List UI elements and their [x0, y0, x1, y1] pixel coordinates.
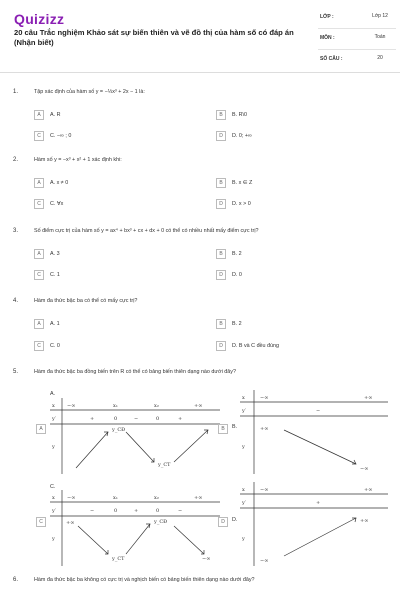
svg-text:+: + [134, 508, 139, 514]
meta-subject-row [318, 29, 396, 50]
svg-text:y: y [52, 536, 55, 542]
svg-text:−∞: −∞ [260, 487, 269, 493]
svg-text:−: − [316, 408, 321, 414]
option-letter-box: A [34, 110, 44, 120]
option-c-box[interactable]: C [36, 517, 46, 527]
svg-text:+∞: +∞ [260, 426, 269, 432]
svg-text:0: 0 [156, 508, 160, 514]
svg-text:0: 0 [156, 416, 160, 422]
option-text: C. 0 [50, 343, 60, 349]
svg-text:y_CT: y_CT [112, 556, 125, 562]
svg-text:+: + [316, 500, 321, 506]
class-value: Lớp 12 [372, 13, 388, 19]
option-c[interactable] [34, 270, 60, 280]
svg-text:y′: y′ [242, 500, 246, 506]
variation-table-d [240, 482, 388, 566]
question-text: Tập xác định của hàm số y = −⅓x³ + 2x − 1 là: [34, 89, 145, 95]
option-a[interactable] [34, 110, 60, 120]
option-letter-box: A [34, 178, 44, 188]
option-a-box[interactable]: A [36, 424, 46, 434]
quizizz-logo: Quizizz [14, 11, 65, 27]
option-text: C. −∞ ; 0 [50, 133, 72, 139]
svg-text:y′: y′ [52, 508, 56, 514]
option-text: A. R [50, 112, 61, 118]
option-b[interactable] [216, 249, 242, 259]
svg-text:+∞: +∞ [66, 520, 75, 526]
svg-text:−: − [178, 508, 183, 514]
svg-text:0: 0 [114, 416, 118, 422]
svg-text:−∞: −∞ [360, 466, 369, 472]
option-letter-box: A [34, 249, 44, 259]
svg-text:−∞: −∞ [260, 395, 269, 401]
svg-text:+∞: +∞ [194, 495, 203, 501]
count-label: SỐ CÂU : [320, 56, 343, 62]
svg-text:+∞: +∞ [360, 518, 369, 524]
variation-table-b [240, 390, 388, 474]
meta-count-row [318, 50, 396, 70]
count-value: 20 [377, 55, 383, 61]
option-d[interactable] [216, 270, 242, 280]
svg-text:+∞: +∞ [364, 395, 373, 401]
class-label: LỚP : [320, 14, 334, 20]
svg-text:+∞: +∞ [194, 403, 203, 409]
option-c[interactable] [34, 199, 63, 209]
svg-text:x: x [52, 403, 55, 409]
option-text: C. 1 [50, 272, 60, 278]
option-text: D. x > 0 [232, 201, 251, 207]
option-letter-box: D [216, 199, 226, 209]
option-letter-box: D [216, 270, 226, 280]
svg-text:0: 0 [114, 508, 118, 514]
option-letter-box: B [216, 178, 226, 188]
svg-text:y_CĐ: y_CĐ [112, 427, 126, 433]
option-letter-box: B [216, 249, 226, 259]
svg-text:−: − [90, 508, 95, 514]
option-b[interactable] [216, 110, 247, 120]
svg-text:x₁: x₁ [113, 495, 118, 501]
option-d-box[interactable]: D [218, 517, 228, 527]
svg-text:y: y [242, 444, 245, 450]
option-c[interactable] [34, 341, 60, 351]
option-letter-box: C [34, 341, 44, 351]
svg-text:+∞: +∞ [364, 487, 373, 493]
svg-text:−∞: −∞ [67, 403, 76, 409]
option-letter-box: C [34, 199, 44, 209]
option-text: D. 0 [232, 272, 242, 278]
meta-class-row [318, 8, 396, 29]
question-number: 4. [13, 298, 19, 304]
option-d[interactable] [216, 341, 279, 351]
question-number: 3. [13, 228, 19, 234]
option-a[interactable] [34, 319, 60, 329]
option-text: B. 2 [232, 321, 242, 327]
question-text: Hàm đa thức bậc ba không có cực trị và nghịch biến có bảng biến thiên dạng nào dưới đây? [34, 577, 255, 583]
option-letter-box: B [216, 110, 226, 120]
option-letter-box: C [34, 270, 44, 280]
option-text: B. 2 [232, 251, 242, 257]
svg-text:+: + [90, 416, 95, 422]
option-c-label: C. [50, 484, 56, 490]
variation-table-c [50, 490, 220, 566]
meta-table [318, 8, 396, 70]
question-number: 5. [13, 369, 19, 375]
option-d[interactable] [216, 199, 251, 209]
option-d[interactable] [216, 131, 252, 141]
question-number: 2. [13, 157, 19, 163]
option-b[interactable] [216, 319, 242, 329]
option-text: B. R\0 [232, 112, 247, 118]
svg-text:x: x [52, 495, 55, 501]
svg-text:y′: y′ [52, 416, 56, 422]
option-b[interactable] [216, 178, 252, 188]
svg-text:x₂: x₂ [154, 495, 159, 501]
option-c[interactable] [34, 131, 71, 141]
option-text: C. ∀x [50, 201, 64, 207]
worksheet-header [0, 0, 400, 73]
option-letter-box: B [216, 319, 226, 329]
option-letter-box: A [34, 319, 44, 329]
option-b-box[interactable]: B [218, 424, 228, 434]
question-number: 6. [13, 577, 19, 583]
option-d-label: D. [232, 517, 238, 523]
option-a[interactable] [34, 178, 68, 188]
option-letter-box: D [216, 341, 226, 351]
option-text: B. x ∈ Z [232, 180, 253, 186]
svg-text:−: − [134, 416, 139, 422]
option-text: A. 1 [50, 321, 60, 327]
worksheet-title: 20 câu Trắc nghiệm Khảo sát sự biến thiên và vẽ đồ thị của hàm số có đáp án (Nhận biết) [14, 28, 294, 47]
svg-text:y: y [52, 444, 55, 450]
variation-table-a [50, 398, 220, 474]
option-a[interactable] [34, 249, 60, 259]
svg-text:−∞: −∞ [202, 556, 211, 562]
question-number: 1. [13, 89, 19, 95]
option-b-label: B. [232, 424, 238, 430]
option-text: A. 3 [50, 251, 60, 257]
subject-value: Toán [374, 34, 386, 40]
option-letter-box: D [216, 131, 226, 141]
option-text: D. B và C đều đúng [232, 343, 280, 349]
svg-text:−∞: −∞ [260, 558, 269, 564]
svg-text:y′: y′ [242, 408, 246, 414]
svg-text:x₁: x₁ [113, 403, 118, 409]
question-text: Số điểm cực trị của hàm số y = ax⁴ + bx³ + cx + dx + 0 có thể có nhiều nhất mấy điểm cực trị? [34, 228, 259, 234]
question-text: Hàm đa thức bậc ba có thể có mấy cực trị? [34, 298, 138, 304]
option-letter-box: C [34, 131, 44, 141]
option-text: D. 0; +∞ [232, 133, 252, 139]
svg-text:y_CT: y_CT [158, 462, 171, 468]
question-text: Hàm đa thức bậc ba đồng biến trên R có thể có bảng biến thiên dạng nào dưới đây? [34, 369, 236, 375]
subject-label: MÔN : [320, 35, 335, 41]
svg-text:x₂: x₂ [154, 403, 159, 409]
svg-text:x: x [242, 395, 245, 401]
svg-text:−∞: −∞ [67, 495, 76, 501]
option-text: A. x ≠ 0 [50, 180, 69, 186]
option-a-label: A. [50, 391, 56, 397]
svg-text:x: x [242, 487, 245, 493]
svg-text:y_CĐ: y_CĐ [154, 519, 168, 525]
svg-text:+: + [178, 416, 183, 422]
svg-text:y: y [242, 536, 245, 542]
question-text: Hàm số y = −x³ + x² + 1 xác định khi: [34, 157, 122, 163]
